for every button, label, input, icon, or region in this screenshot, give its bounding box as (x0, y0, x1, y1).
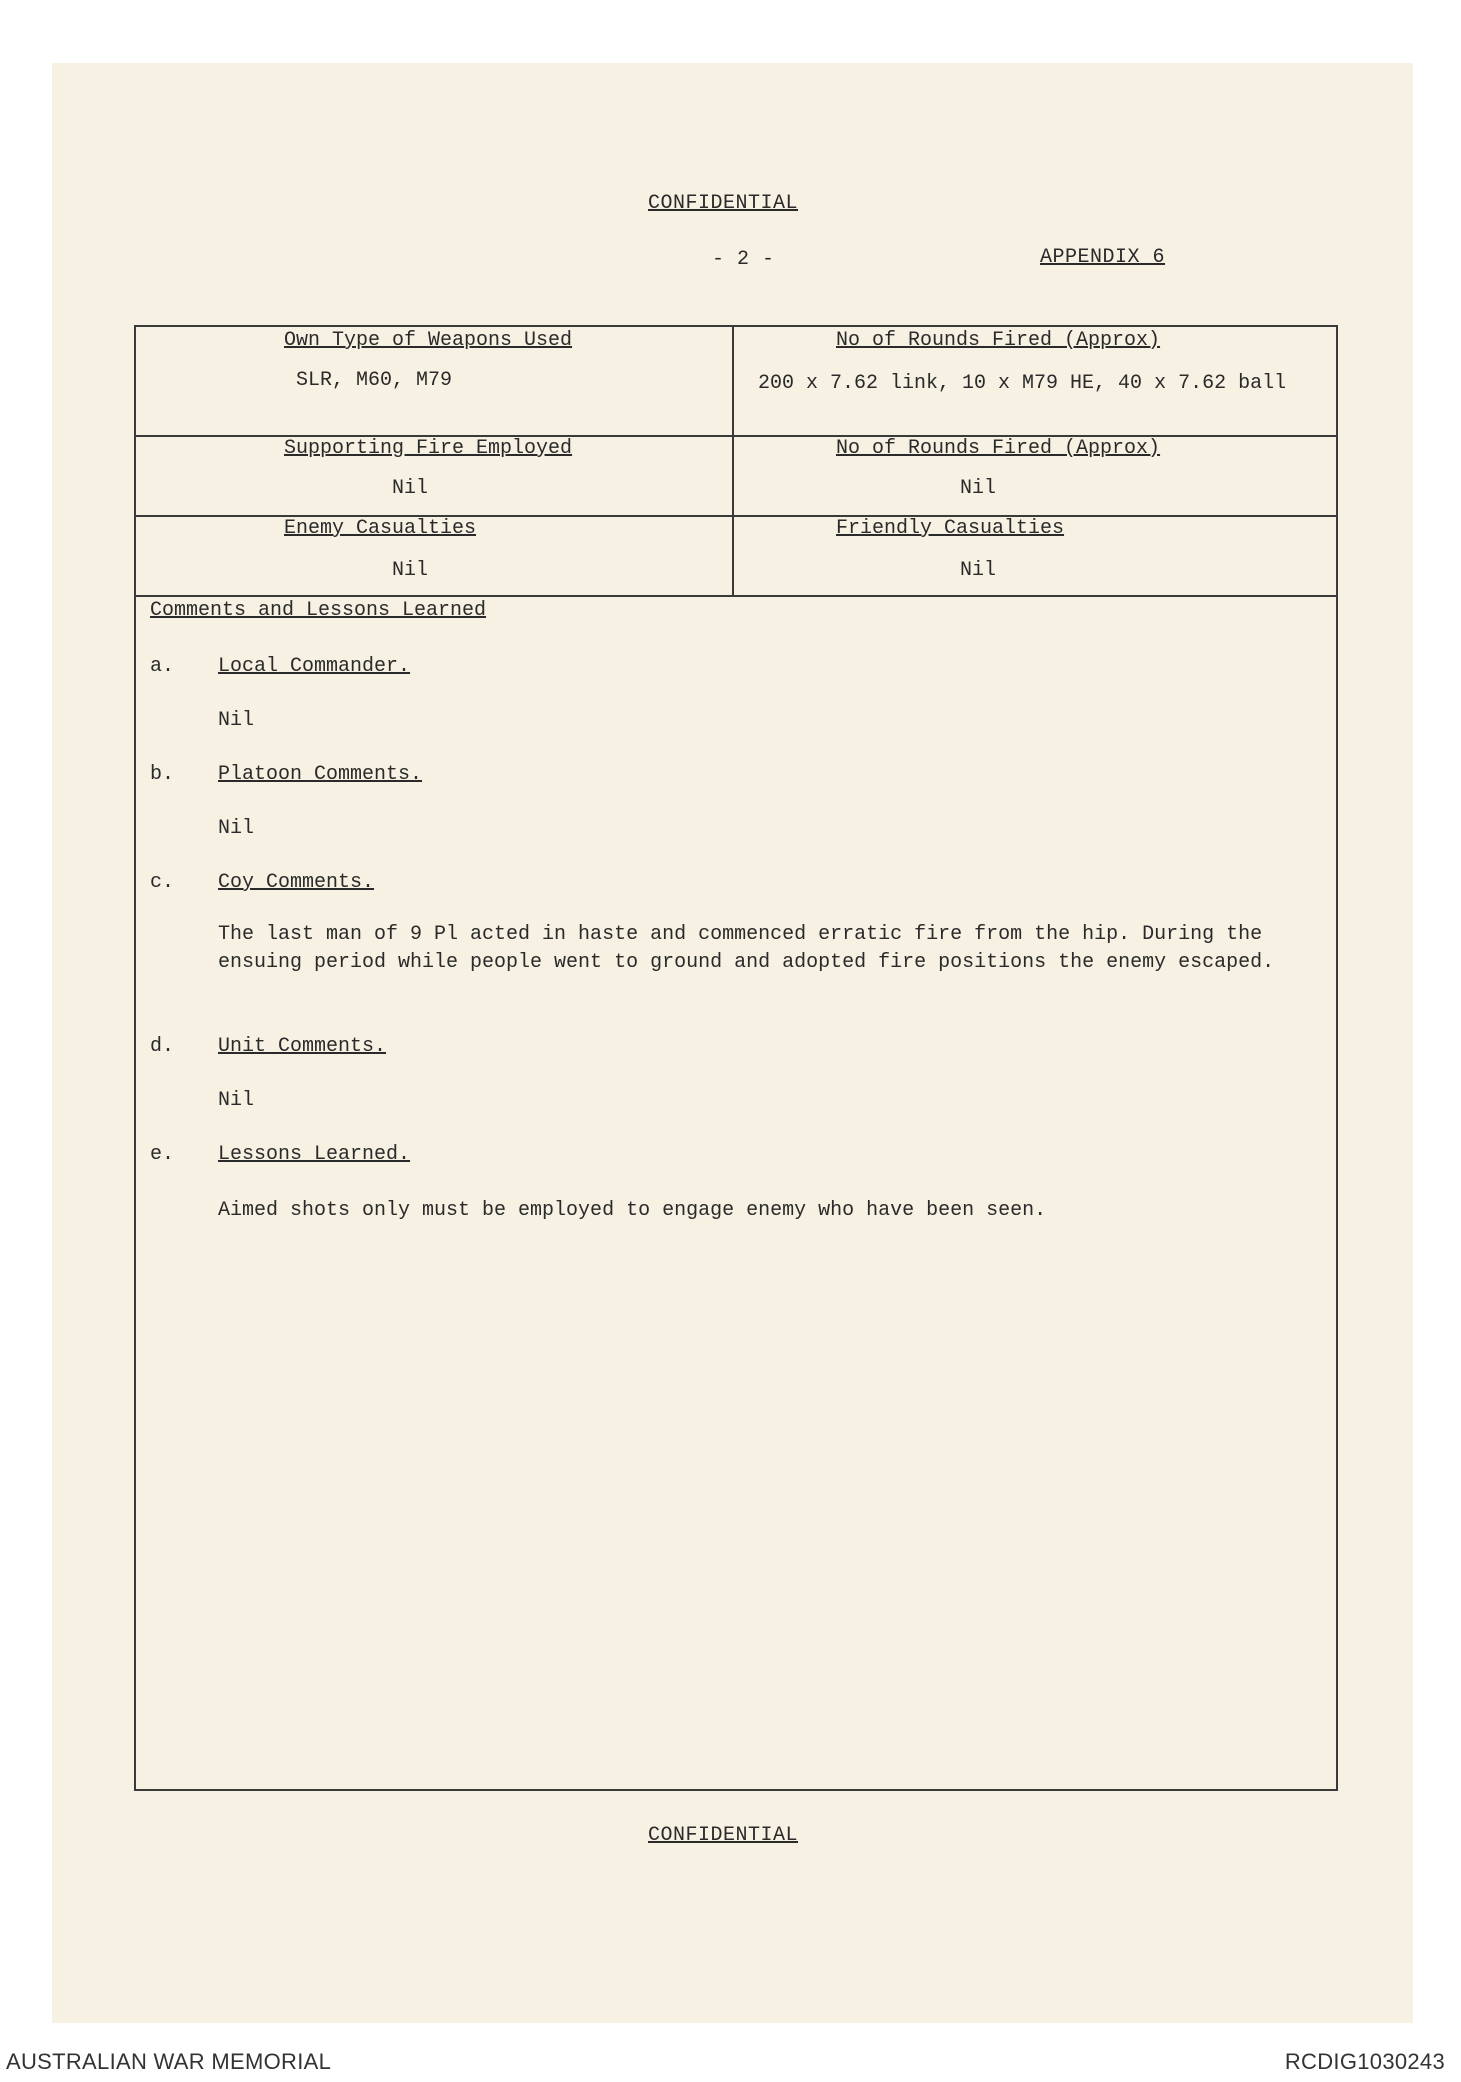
lessons-learned-heading: Lessons Learned. (218, 1143, 411, 1166)
platoon-comments-text: Nil (218, 817, 255, 840)
supporting-rounds-value: Nil (960, 477, 997, 500)
comments-heading: Comments and Lessons Learned (150, 599, 487, 622)
item-letter: d. (150, 1035, 175, 1058)
coy-comments-text: The last man of 9 Pl acted in haste and commenced erratic fire from the hip. During the ensuing period while people went to ground and adopted fire positions the enemy escaped. (218, 923, 1275, 974)
supporting-rounds-heading: No of Rounds Fired (Approx) (836, 437, 1161, 460)
item-letter: e. (150, 1143, 175, 1166)
item-letter: c. (150, 871, 175, 894)
supporting-fire-value: Nil (392, 477, 429, 500)
item-letter: a. (150, 655, 175, 678)
local-commander-heading: Local Commander. (218, 655, 411, 678)
item-letter: b. (150, 763, 175, 786)
supporting-fire-heading: Supporting Fire Employed (284, 437, 573, 460)
archive-institution: AUSTRALIAN WAR MEMORIAL (6, 2049, 332, 2074)
unit-comments-heading: Unit Comments. (218, 1035, 387, 1058)
lessons-learned-text: Aimed shots only must be employed to engage enemy who have been seen. (218, 1199, 1047, 1222)
enemy-casualties-heading: Enemy Casualties (284, 517, 477, 540)
page-number: - 2 - (712, 248, 775, 271)
enemy-casualties-value: Nil (392, 559, 429, 582)
weapons-used-value: SLR, M60, M79 (296, 369, 453, 392)
friendly-casualties-value: Nil (960, 559, 997, 582)
coy-comments-heading: Coy Comments. (218, 871, 375, 894)
appendix-label: APPENDIX 6 (1040, 246, 1166, 269)
row-divider (136, 595, 1336, 597)
rounds-fired-value: 200 x 7.62 link, 10 x M79 HE, 40 x 7.62 ball (758, 372, 1287, 395)
friendly-casualties-heading: Friendly Casualties (836, 517, 1065, 540)
local-commander-text: Nil (218, 709, 255, 732)
report-table (134, 325, 1338, 1791)
column-divider (732, 327, 734, 595)
platoon-comments-heading: Platoon Comments. (218, 763, 423, 786)
weapons-used-heading: Own Type of Weapons Used (284, 329, 573, 352)
unit-comments-text: Nil (218, 1089, 255, 1112)
rounds-fired-heading: No of Rounds Fired (Approx) (836, 329, 1161, 352)
archive-reference: RCDIG1030243 (1284, 2049, 1445, 2074)
classification-bottom: CONFIDENTIAL (648, 1824, 799, 1847)
classification-top: CONFIDENTIAL (648, 192, 799, 215)
